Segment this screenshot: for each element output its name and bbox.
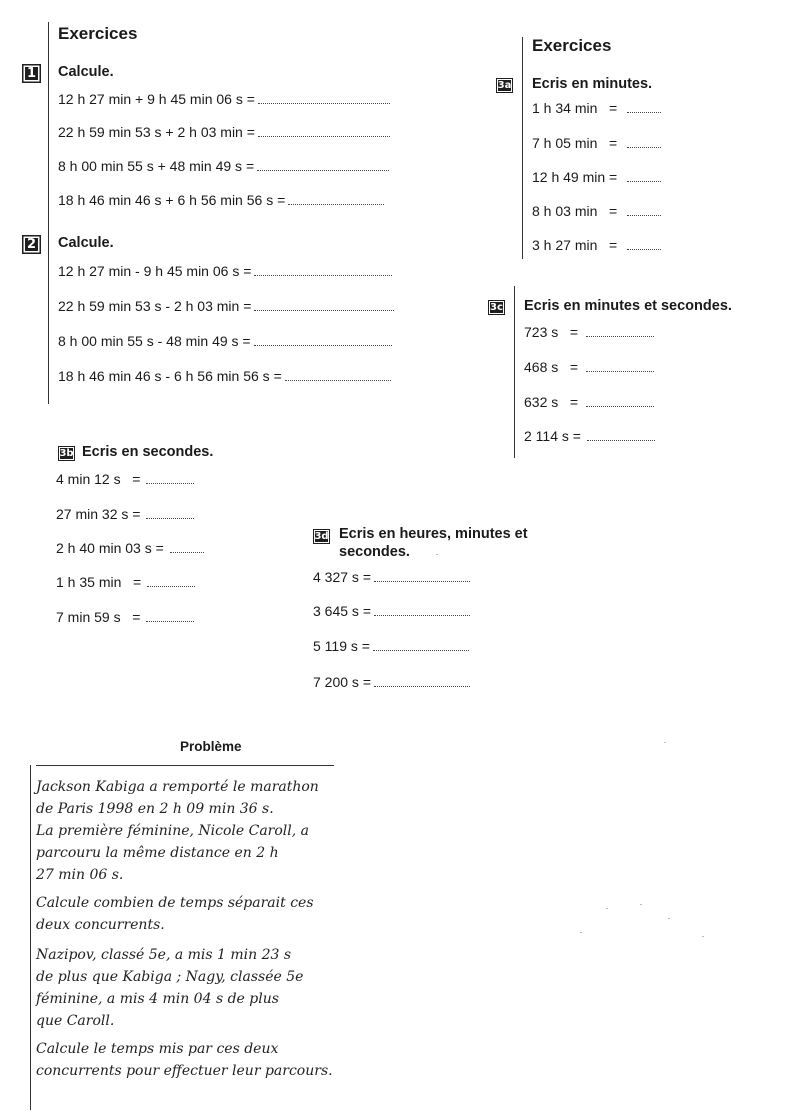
answer-blank[interactable] <box>627 110 661 113</box>
answer-blank[interactable] <box>146 481 194 484</box>
answer-blank[interactable] <box>146 619 194 622</box>
answer-blank[interactable] <box>586 404 654 407</box>
answer-blank[interactable] <box>285 378 391 381</box>
answer-blank[interactable] <box>586 369 654 372</box>
answer-blank[interactable] <box>257 168 389 171</box>
answer-blank[interactable] <box>627 247 661 250</box>
probleme-line: Calcule le temps mis par ces deux <box>36 1041 279 1057</box>
answer-blank[interactable] <box>374 684 470 687</box>
probleme-line: concurrents pour effectuer leur parcours. <box>36 1063 333 1079</box>
answer-blank[interactable] <box>258 101 390 104</box>
exercise-3a-title: Ecris en minutes. <box>532 76 653 92</box>
list-item: 12 h 49 min = <box>532 169 661 185</box>
exercise-3c-badge: 3c <box>488 300 505 315</box>
answer-blank[interactable] <box>254 273 392 276</box>
exercise-3a-badge: 3a <box>497 80 512 91</box>
list-item: 1 h 34 min = <box>532 100 661 116</box>
answer-blank[interactable] <box>587 438 655 441</box>
probleme-line: parcouru la même distance en 2 h <box>36 845 279 861</box>
probleme-line: Calcule combien de temps séparait ces <box>36 895 314 911</box>
speck <box>436 554 438 555</box>
list-item: 468 s = <box>524 359 654 375</box>
list-item: 8 h 03 min = <box>532 203 661 219</box>
left-block-rule <box>48 22 49 404</box>
speck <box>580 932 582 933</box>
answer-blank[interactable] <box>254 308 394 311</box>
answer-blank[interactable] <box>147 584 195 587</box>
probleme-line: de Paris 1998 en 2 h 09 min 36 s. <box>36 801 274 817</box>
list-item: 12 h 27 min + 9 h 45 min 06 s = <box>58 91 390 107</box>
exercise-1-badge: 1 <box>22 64 41 83</box>
exercise-3b-title: Ecris en secondes. <box>82 444 214 460</box>
list-item: 3 h 27 min = <box>532 237 661 253</box>
probleme-title: Problème <box>180 739 242 754</box>
answer-blank[interactable] <box>258 134 390 137</box>
probleme-line: Jackson Kabiga a remporté le marathon <box>36 779 319 795</box>
probleme-line: deux concurrents. <box>36 917 165 933</box>
list-item: 632 s = <box>524 394 654 410</box>
right-exercises-heading: Exercices <box>532 36 612 55</box>
list-item: 2 h 40 min 03 s = <box>56 540 204 556</box>
probleme-line: 27 min 06 s. <box>36 867 124 883</box>
list-item: 22 h 59 min 53 s + 2 h 03 min = <box>58 124 390 140</box>
answer-blank[interactable] <box>288 202 384 205</box>
answer-blank[interactable] <box>170 550 204 553</box>
list-item: 12 h 27 min - 9 h 45 min 06 s = <box>58 263 392 279</box>
right-block-rule-bottom <box>514 286 515 458</box>
left-exercises-heading: Exercices <box>58 24 138 43</box>
answer-blank[interactable] <box>627 179 661 182</box>
answer-blank[interactable] <box>627 145 661 148</box>
list-item: 22 h 59 min 53 s - 2 h 03 min = <box>58 298 394 314</box>
probleme-line: de plus que Kabiga ; Nagy, classée 5e <box>36 969 304 985</box>
probleme-line: que Caroll. <box>36 1013 115 1029</box>
list-item: 8 h 00 min 55 s - 48 min 49 s = <box>58 333 392 349</box>
list-item: 5 119 s = <box>313 638 469 654</box>
exercise-2-badge: 2 <box>22 235 41 254</box>
answer-blank[interactable] <box>254 343 392 346</box>
probleme-line: Nazipov, classé 5e, a mis 1 min 23 s <box>36 947 292 963</box>
probleme-top-rule <box>36 765 334 766</box>
list-item: 7 200 s = <box>313 674 470 690</box>
list-item: 2 114 s = <box>524 428 655 444</box>
speck <box>668 918 670 919</box>
right-block-rule-top <box>522 37 523 259</box>
probleme-line: féminine, a mis 4 min 04 s de plus <box>36 991 279 1007</box>
list-item: 7 h 05 min = <box>532 135 661 151</box>
list-item: 3 645 s = <box>313 603 470 619</box>
list-item: 723 s = <box>524 324 654 340</box>
speck <box>664 742 666 743</box>
list-item: 18 h 46 min 46 s + 6 h 56 min 56 s = <box>58 192 384 208</box>
answer-blank[interactable] <box>373 648 469 651</box>
answer-blank[interactable] <box>586 334 654 337</box>
answer-blank[interactable] <box>627 213 661 216</box>
speck <box>606 908 608 909</box>
exercise-3b-badge: 3b <box>59 448 74 459</box>
list-item: 18 h 46 min 46 s - 6 h 56 min 56 s = <box>58 368 391 384</box>
speck <box>640 904 642 905</box>
list-item: 8 h 00 min 55 s + 48 min 49 s = <box>58 158 389 174</box>
exercise-3d-title-line-1: Ecris en heures, minutes et <box>339 526 528 542</box>
probleme-left-rule <box>30 765 31 1110</box>
answer-blank[interactable] <box>374 613 470 616</box>
probleme-text <box>36 776 336 1082</box>
exercise-3d-badge: 3d <box>314 531 329 542</box>
list-item: 4 327 s = <box>313 569 470 585</box>
list-item: 7 min 59 s = <box>56 609 194 625</box>
exercise-3d-title-line-2: secondes. <box>339 544 410 560</box>
speck <box>702 936 704 937</box>
list-item: 1 h 35 min = <box>56 574 195 590</box>
exercise-2-title: Calcule. <box>58 235 114 251</box>
list-item: 27 min 32 s = <box>56 506 194 522</box>
exercise-3c-title: Ecris en minutes et secondes. <box>524 298 732 314</box>
answer-blank[interactable] <box>146 516 194 519</box>
probleme-line: La première féminine, Nicole Caroll, a <box>36 823 310 839</box>
exercise-1-title: Calcule. <box>58 64 114 80</box>
list-item: 4 min 12 s = <box>56 471 194 487</box>
answer-blank[interactable] <box>374 579 470 582</box>
